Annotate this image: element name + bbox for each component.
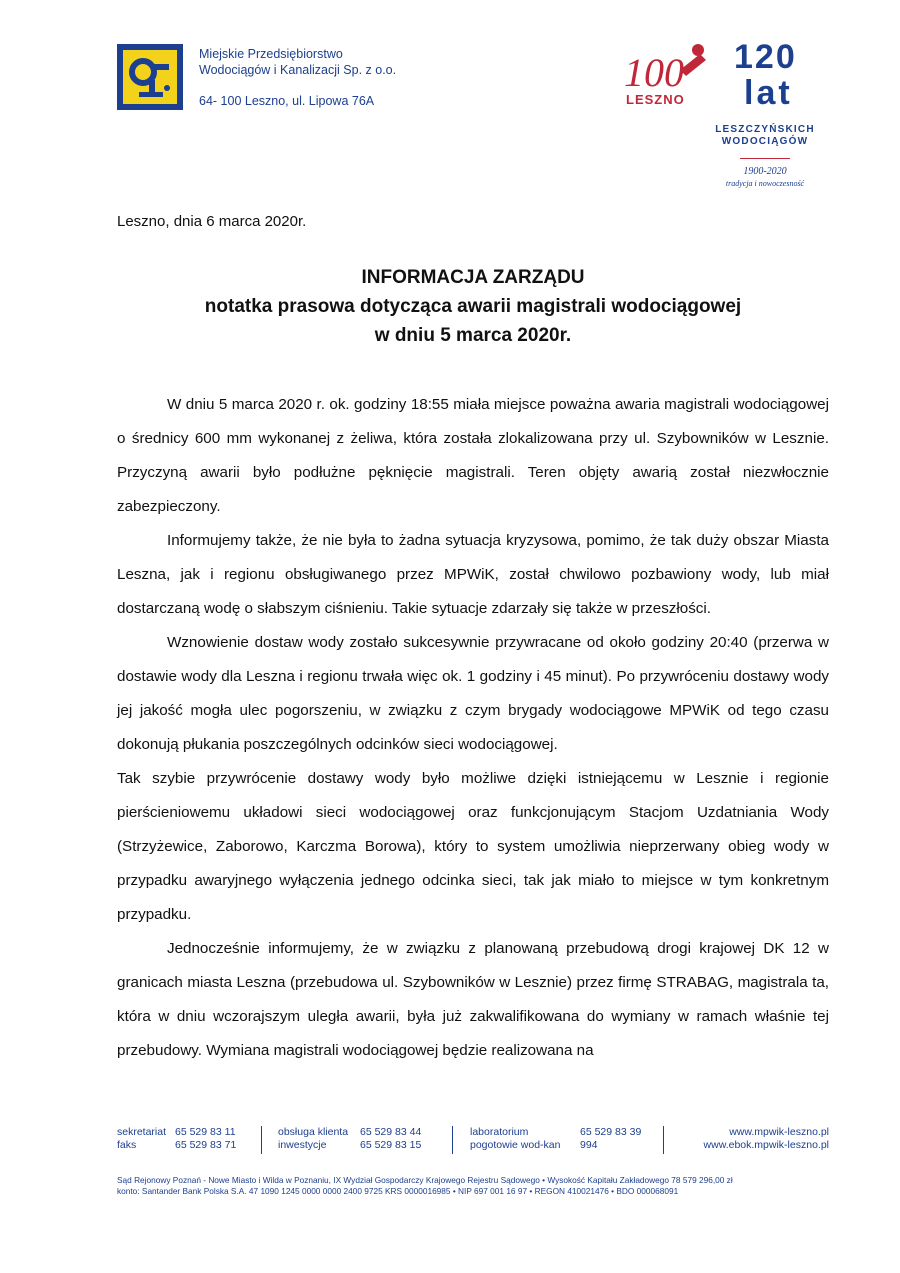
title-line2: notatka prasowa dotycząca awarii magistrali wodociągowej xyxy=(204,296,742,317)
legal-line2: konto: Santander Bank Polska S.A. 47 1090 1245 0000 0000 2400 9725 KRS 0000016985 • NIP 697 001 16 97 • REGON 410021476 • BDO 000068091 xyxy=(117,1186,679,1196)
jubilee-tagline: tradycja i nowoczesność xyxy=(725,179,805,188)
sekretariat-phone[interactable]: 65 529 83 11 xyxy=(175,1126,236,1138)
footer-col-4 xyxy=(677,1126,829,1152)
jubilee-number: 120 xyxy=(734,38,797,76)
company-name-line2: Wodociągów i Kanalizacji Sp. z o.o. xyxy=(199,63,397,77)
mpwik-logo xyxy=(117,44,183,110)
legal-line1: Sąd Rejonowy Poznań - Nowe Miasto i Wilda w Poznaniu, IX Wydział Gospodarczy Krajowego Rejestru Sądowego • Wysokość Kapitału Zakładowego 78 579 296,00 zł xyxy=(117,1175,733,1185)
footer-separator xyxy=(663,1126,664,1154)
footer-legal xyxy=(117,1175,829,1197)
ebok-link[interactable]: www.ebok.mpwik-leszno.pl xyxy=(703,1139,829,1151)
footer-separator xyxy=(452,1126,453,1154)
obsluga-phone[interactable]: 65 529 83 44 xyxy=(360,1126,422,1138)
paragraph: Tak szybie przywrócenie dostawy wody było możliwe dzięki istniejącemu w Lesznie i regionie pierścieniowemu układowi sieci wodociągowej oraz funkcjonującym Stacjom Uzdatniania Wody (Strzyżewice, Zaborowo, Karczma Borowa), który to system umożliwia nieprzerwany obieg wody w przypadku awaryjnego wyłączenia jednego odcinka sieci, tak jak miało to miejsce w tym konkretnym przypadku. xyxy=(117,770,829,923)
title-line1: INFORMACJA ZARZĄDU xyxy=(361,267,585,288)
leszno-logo-text: LESZNO xyxy=(626,92,685,107)
company-address: 64- 100 Leszno, ul. Lipowa 76A xyxy=(199,94,375,108)
paragraph: Wznowienie dostaw wody zostało sukcesywnie przywracane od około godziny 20:40 (przerwa w dostawie wody dla Leszna i regionu trwała więc ok. 1 godziny i 45 minut). Po przywróceniu dostawy wody jej jakość mogła ulec pogorszeniu, w związku z czym brygady wodociągowe MPWiK od tego czasu dokonują płukania poszczególnych odcinków sieci wodociągowej. xyxy=(117,634,829,753)
laboratorium-label: laboratorium xyxy=(470,1126,529,1138)
pogotowie-label: pogotowie wod-kan xyxy=(470,1139,561,1151)
jubilee-caption xyxy=(700,124,830,148)
obsluga-label: obsługa klienta xyxy=(278,1126,349,1138)
company-name-line1: Miejskie Przedsiębiorstwo xyxy=(199,47,343,61)
jubilee-caption-line1: LESZCZYŃSKICH xyxy=(715,124,815,135)
jubilee-divider xyxy=(740,158,790,159)
jubilee-years: 1900-2020 xyxy=(743,166,787,177)
laboratorium-phone[interactable]: 65 529 83 39 xyxy=(580,1126,642,1138)
leszno-100-logo xyxy=(620,40,712,120)
svg-text:100: 100 xyxy=(624,50,684,95)
title-line3: w dniu 5 marca 2020r. xyxy=(374,325,572,346)
footer-col-3 xyxy=(470,1126,641,1152)
pogotowie-phone[interactable]: 994 xyxy=(580,1139,598,1151)
inwestycje-label: inwestycje xyxy=(278,1139,327,1151)
company-name xyxy=(199,46,396,78)
inwestycje-phone[interactable]: 65 529 83 15 xyxy=(360,1139,422,1151)
document-body xyxy=(117,388,829,1068)
jubilee-word: lat xyxy=(744,74,793,112)
document-date: Leszno, dnia 6 marca 2020r. xyxy=(117,213,307,230)
footer-separator xyxy=(261,1126,262,1154)
document-title xyxy=(117,263,829,350)
faks-label: faks xyxy=(117,1139,137,1151)
website-link[interactable]: www.mpwik-leszno.pl xyxy=(729,1126,829,1138)
paragraph: W dniu 5 marca 2020 r. ok. godziny 18:55 miała miejsce poważna awaria magistrali wodociągowej o średnicy 600 mm wykonanej z żeliwa, która została zlokalizowana przy ul. Szybowników w Lesznie. Przyczyną awarii było podłużne pęknięcie magistrali. Teren objęty awarią został niezwłocznie zabezpieczony. xyxy=(117,396,829,515)
faks-phone[interactable]: 65 529 83 71 xyxy=(175,1139,237,1151)
footer-col-2 xyxy=(278,1126,421,1152)
jubilee-caption-line2: WODOCIĄGÓW xyxy=(721,136,809,147)
sekretariat-label: sekretariat xyxy=(117,1126,167,1138)
footer-col-1 xyxy=(117,1126,236,1152)
paragraph: Informujemy także, że nie była to żadna sytuacja kryzysowa, pomimo, że tak duży obszar Miasta Leszna, jak i regionu obsługiwanego przez MPWiK, został chwilowo pozbawiony wody, lub miał dostarczaną wodę o słabszym ciśnieniu. Takie sytuacje zdarzały się także w przeszłości. xyxy=(117,532,829,617)
faucet-icon xyxy=(123,50,177,104)
paragraph: Jednocześnie informujemy, że w związku z planowaną przebudową drogi krajowej DK 12 w granicach miasta Leszna (przebudowa ul. Szybowników w Lesznie) przez firmę STRABAG, magistrala ta, która w dniu wczorajszym uległa awarii, była już zakwalifikowana do wymiany w ramach właśnie tej przebudowy. Wymiana magistrali wodociągowej będzie realizowana na xyxy=(117,940,829,1059)
